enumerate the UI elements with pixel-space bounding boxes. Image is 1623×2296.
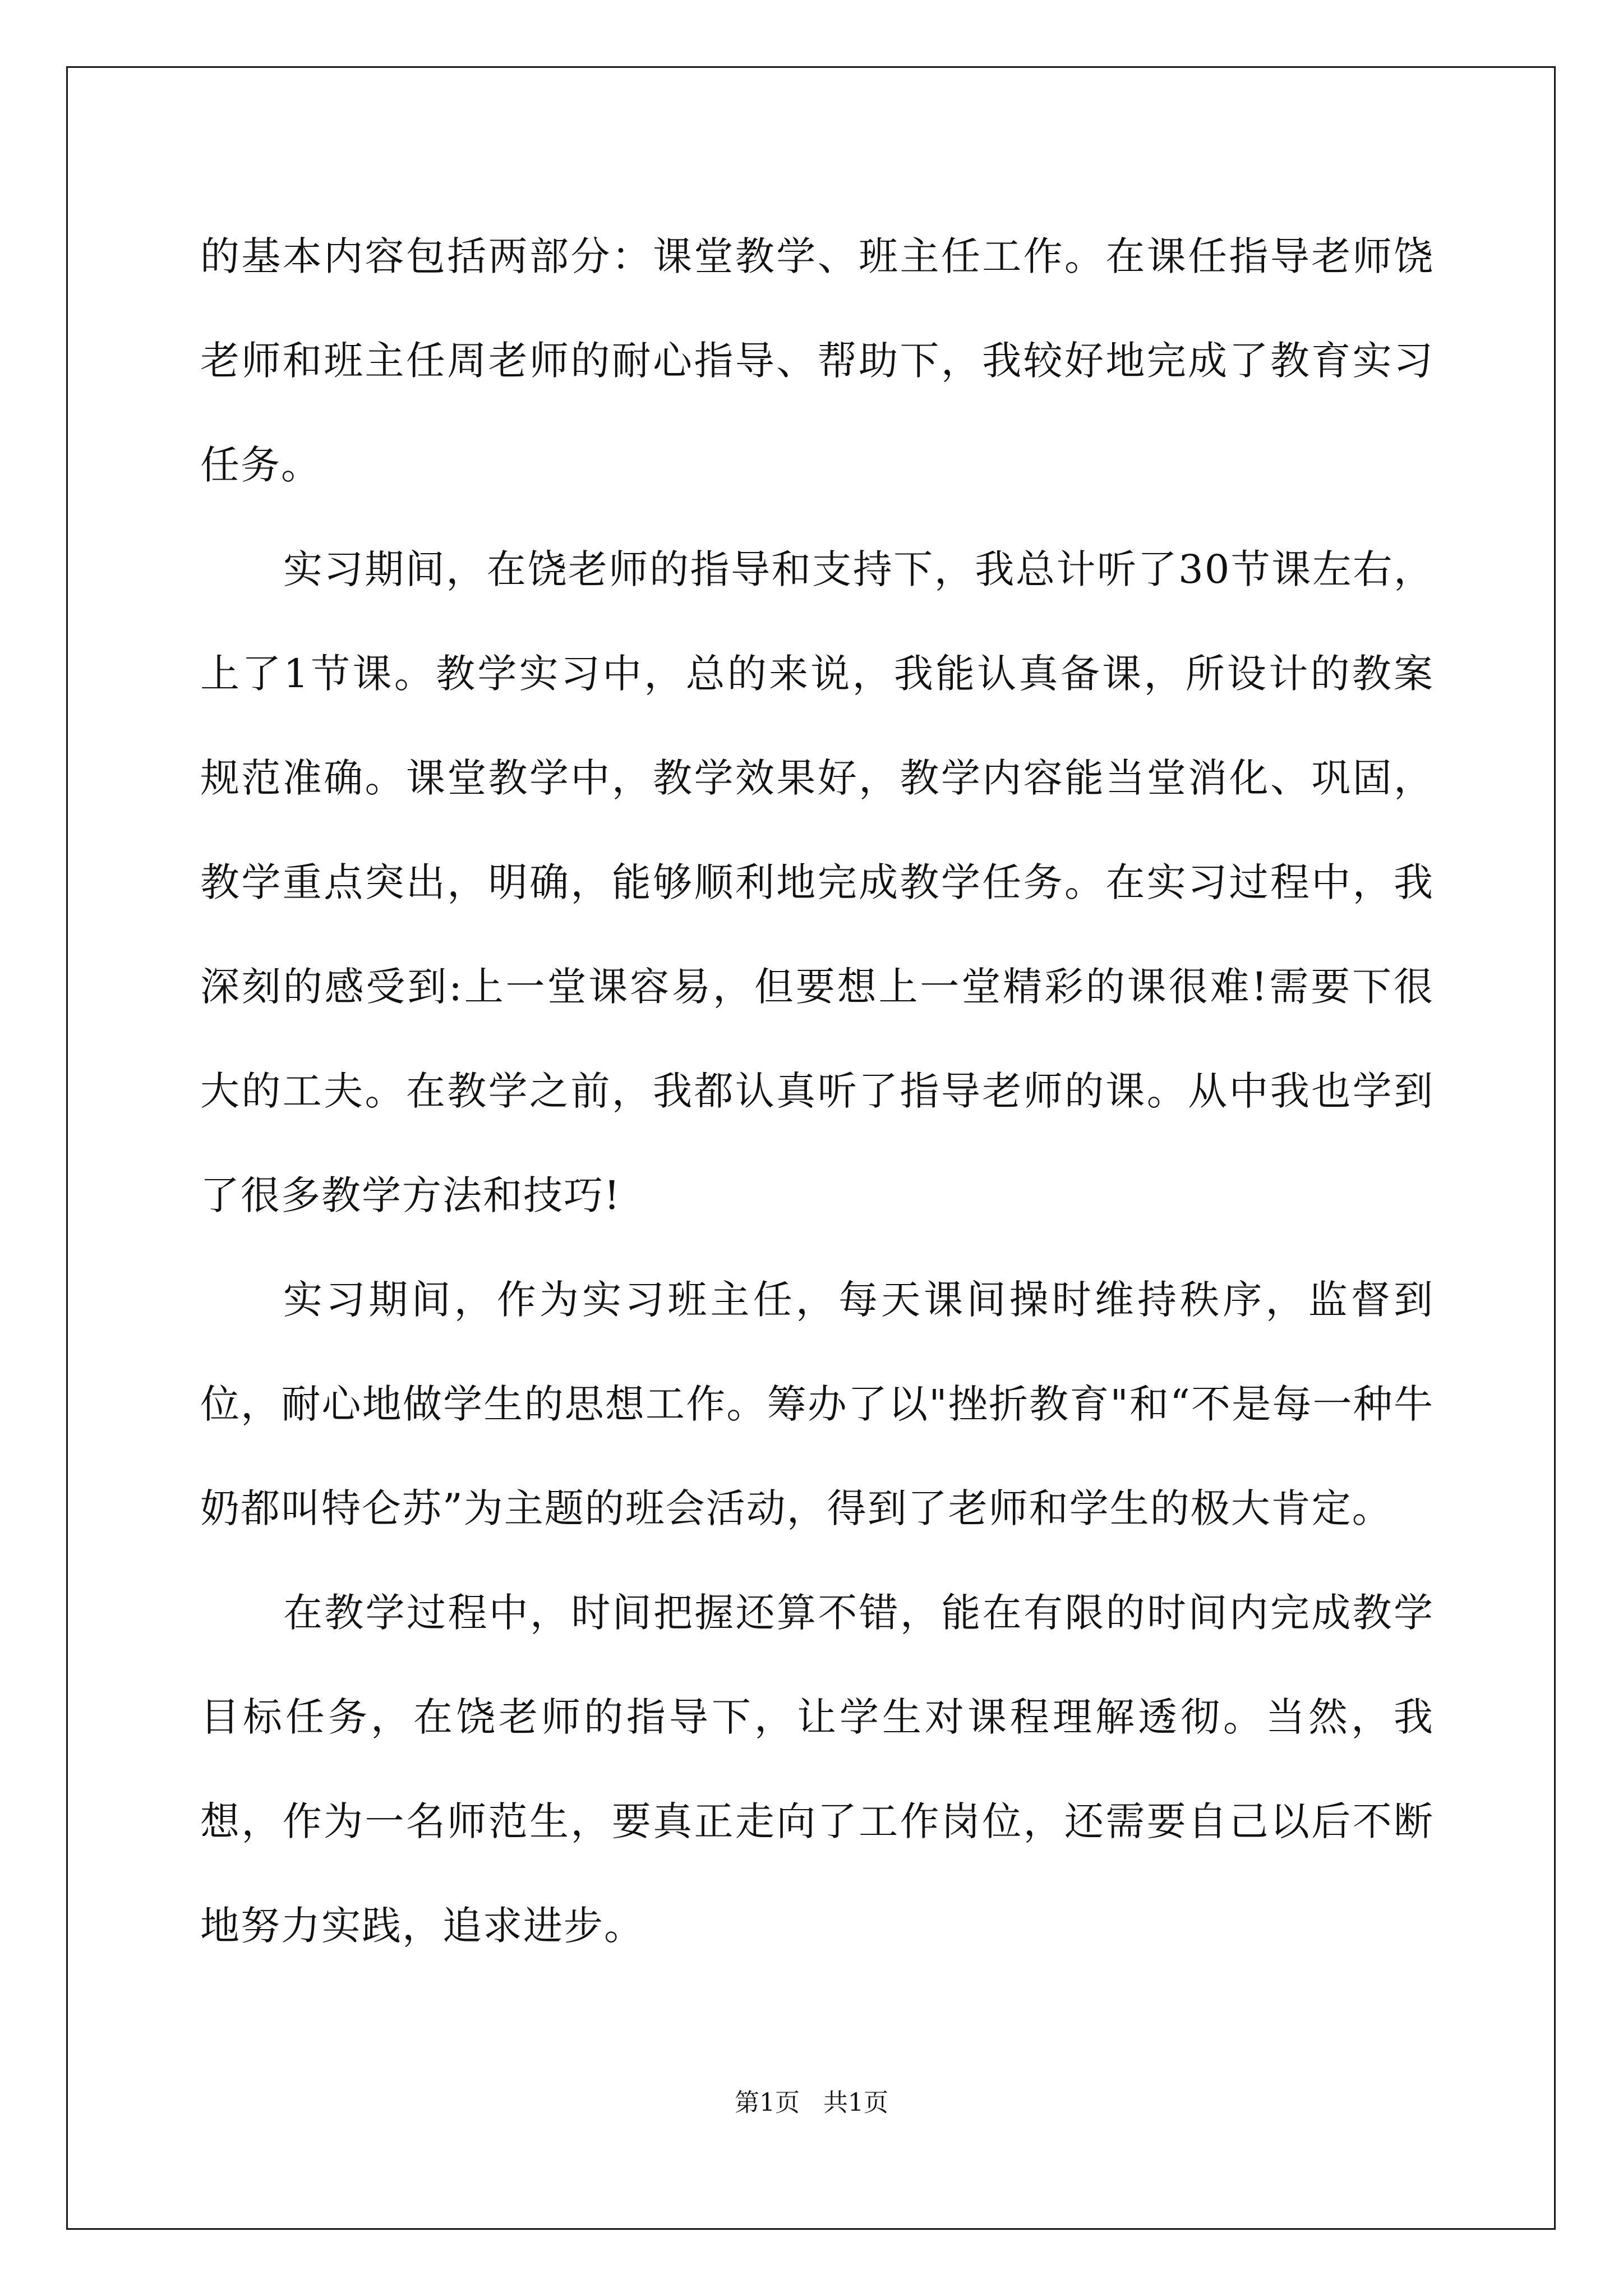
- page-number: 第1页 共1页: [735, 2088, 888, 2117]
- paragraph-summary: 在教学过程中，时间把握还算不错，能在有限的时间内完成教学目标任务，在饶老师的指导下，让学生对课程理解透彻。当然，我想，作为一名师范生，要真正走向了工作岗位，还需要自己以后不断地努力实践，追求进步。: [200, 1590, 1434, 1949]
- document-body: [200, 204, 1434, 1978]
- paragraph-teaching-practice: 实习期间，在饶老师的指导和支持下，我总计听了30节课左右，上了1节课。教学实习中，总的来说，我能认真备课，所设计的教案规范准确。课堂教学中，教学效果好，教学内容能当堂消化、巩固，教学重点突出，明确，能够顺利地完成教学任务。在实习过程中，我深刻的感受到:上一堂课容易，但要想上一堂精彩的课很难!需要下很大的工夫。在教学之前，我都认真听了指导老师的课。从中我也学到了很多教学方法和技巧!: [200, 546, 1434, 1218]
- paragraph-class-teacher-work: 实习期间，作为实习班主任，每天课间操时维持秩序，监督到位，耐心地做学生的思想工作。筹办了以"挫折教育"和“不是每一种牛奶都叫特仑苏”为主题的班会活动，得到了老师和学生的极大肯定。: [200, 1277, 1434, 1531]
- paragraph-continuation: 的基本内容包括两部分：课堂教学、班主任工作。在课任指导老师饶老师和班主任周老师的耐心指导、帮助下，我较好地完成了教育实习任务。: [200, 233, 1434, 488]
